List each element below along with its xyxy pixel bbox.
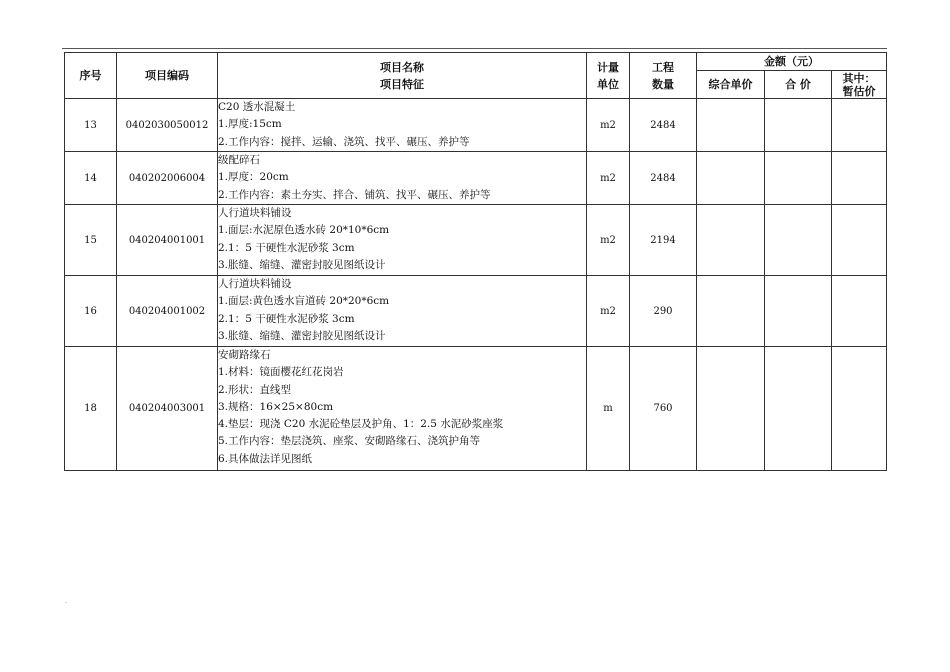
table-row	[65, 205, 887, 276]
feature-line: 1.面层:黄色透水盲道砖 20*20*6cm	[218, 295, 390, 308]
feature-line: 2.工作内容：素土夯实、拌合、铺筑、找平、碾压、养护等	[218, 188, 491, 201]
row-qty: 290	[630, 276, 697, 347]
header-name-line1: 项目名称	[380, 60, 424, 74]
header-qty-line1: 工程	[652, 60, 674, 74]
header-code: 项目编码	[117, 53, 218, 99]
row-features	[218, 152, 587, 205]
row-qty: 2484	[630, 99, 697, 152]
header-unit-line2: 单位	[597, 77, 619, 91]
header-unit	[587, 53, 630, 99]
row-seq: 15	[65, 205, 117, 276]
row-unit-price-cell	[697, 347, 765, 471]
row-features	[218, 99, 587, 152]
row-total-cell	[765, 276, 832, 347]
header-name	[218, 53, 587, 99]
footer-dot: .	[65, 598, 67, 605]
row-code: 040202006004	[117, 152, 218, 205]
row-unit: m2	[587, 99, 630, 152]
row-total-cell	[765, 205, 832, 276]
row-total-cell	[765, 347, 832, 471]
row-features	[218, 205, 587, 276]
feature-line: 2.1：5 干硬性水泥砂浆 3cm	[218, 312, 355, 325]
row-unit: m2	[587, 205, 630, 276]
feature-line: 2.工作内容：搅拌、运输、浇筑、找平、碾压、养护等	[218, 135, 470, 148]
feature-line: 3.规格：16×25×80cm	[218, 400, 334, 413]
header-provisional-line2: 暂估价	[842, 84, 876, 98]
row-total-cell	[765, 152, 832, 205]
row-qty: 2484	[630, 152, 697, 205]
row-seq: 14	[65, 152, 117, 205]
row-provisional-cell	[832, 347, 887, 471]
feature-line: 6.具体做法详见图纸	[218, 452, 313, 465]
row-provisional-cell	[832, 205, 887, 276]
row-unit-price-cell	[697, 276, 765, 347]
feature-line: 2.形状：直线型	[218, 383, 292, 396]
row-code: 0402030050012	[117, 99, 218, 152]
header-name-line2: 项目特征	[380, 77, 424, 91]
feature-line: 人行道块料铺设	[218, 207, 292, 219]
feature-line: 1.厚度:15cm	[218, 118, 282, 131]
row-qty: 760	[630, 347, 697, 471]
row-seq: 16	[65, 276, 117, 347]
feature-line: 人行道块料铺设	[218, 278, 292, 290]
feature-line: 2.1：5 干硬性水泥砂浆 3cm	[218, 241, 355, 254]
row-seq: 13	[65, 99, 117, 152]
header-qty-line2: 数量	[652, 77, 674, 91]
header-unit-price: 综合单价	[697, 71, 765, 99]
feature-line: 1.面层:水泥原色透水砖 20*10*6cm	[218, 224, 390, 237]
row-unit: m2	[587, 152, 630, 205]
table-row	[65, 347, 887, 471]
row-features	[218, 276, 587, 347]
row-total-cell	[765, 99, 832, 152]
row-unit: m	[587, 347, 630, 471]
feature-line: C20 透水混凝土	[218, 101, 296, 113]
header-amount: 金额（元）	[697, 53, 887, 71]
feature-line: 3.胀缝、缩缝、灌密封胶见图纸设计	[218, 258, 386, 271]
row-features	[218, 347, 587, 471]
header-unit-line1: 计量	[597, 60, 619, 74]
row-unit-price-cell	[697, 205, 765, 276]
header-dot: .	[474, 44, 476, 51]
feature-line: 1.厚度：20cm	[218, 171, 289, 184]
row-seq: 18	[65, 347, 117, 471]
feature-line: 3.胀缝、缩缝、灌密封胶见图纸设计	[218, 329, 386, 342]
feature-line: 5.工作内容：垫层浇筑、座浆、安砌路缘石、浇筑护角等	[218, 435, 481, 448]
table-row	[65, 276, 887, 347]
feature-line: 级配碎石	[218, 154, 260, 166]
feature-line: 安砌路缘石	[218, 349, 271, 361]
header-provisional	[832, 71, 887, 99]
table-row	[65, 152, 887, 205]
row-unit: m2	[587, 276, 630, 347]
row-unit-price-cell	[697, 99, 765, 152]
row-code: 040204001001	[117, 205, 218, 276]
feature-line: 1.材料：镜面樱花红花岗岩	[218, 366, 344, 379]
bill-of-quantities-table	[64, 52, 887, 471]
row-provisional-cell	[832, 99, 887, 152]
table-row	[65, 99, 887, 152]
header-provisional-line1: 其中：	[842, 71, 876, 85]
row-unit-price-cell	[697, 152, 765, 205]
row-provisional-cell	[832, 152, 887, 205]
header-total: 合 价	[765, 71, 832, 99]
row-code: 040204001002	[117, 276, 218, 347]
feature-line: 4.垫层：现浇 C20 水泥砼垫层及护角、1：2.5 水泥砂浆座浆	[218, 418, 504, 431]
row-provisional-cell	[832, 276, 887, 347]
header-qty	[630, 53, 697, 99]
row-code: 040204003001	[117, 347, 218, 471]
header-seq: 序号	[65, 53, 117, 99]
row-qty: 2194	[630, 205, 697, 276]
